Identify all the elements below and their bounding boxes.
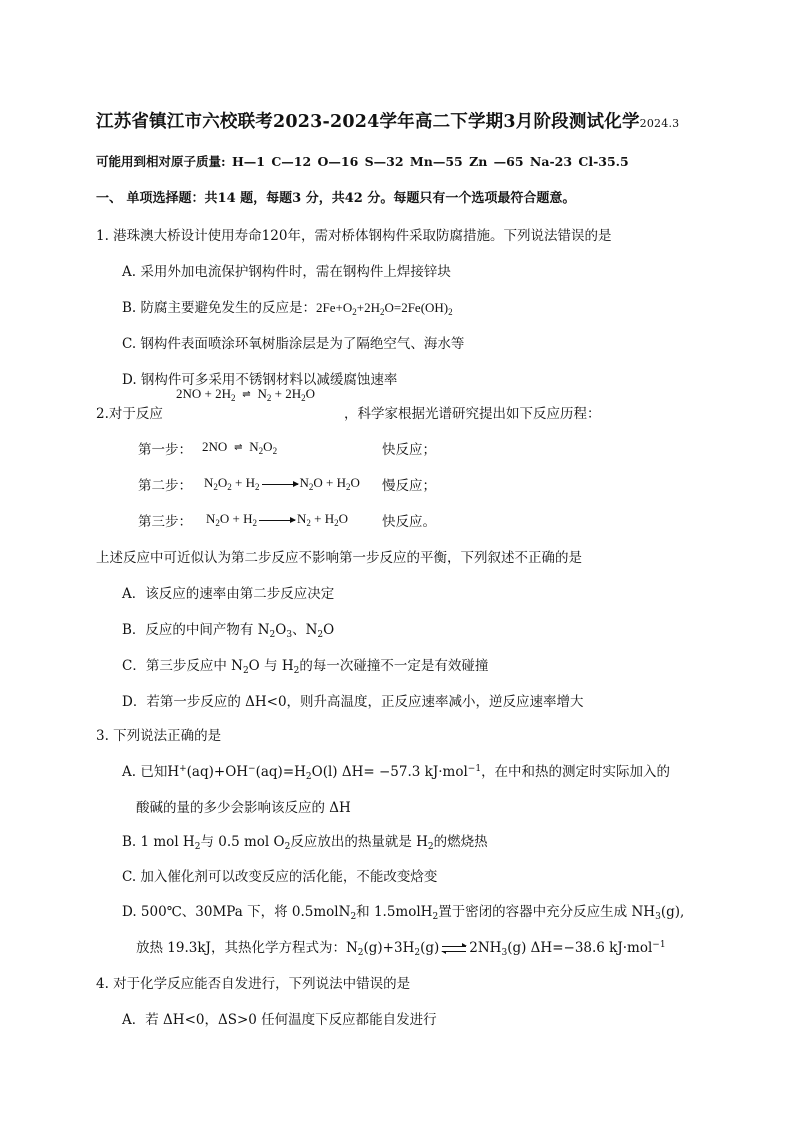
q3-option-c: C. 加入催化剂可以改变反应的活化能，不能改变焓变 bbox=[122, 869, 438, 885]
q3-option-b: B. 1 mol $H_2$与 0.5 mol $O_2$反应放出的热量就是 $H_2$的燃烧热 bbox=[122, 834, 488, 852]
q4-stem: 4. 对于化学反应能否自发进行，下列说法中错误的是 bbox=[96, 976, 411, 992]
q2-step2-speed: 慢反应； bbox=[382, 478, 436, 494]
q2-step1-eq: 2NO ⇌ $N_2O_2$ bbox=[202, 439, 278, 456]
equilibrium-arrow-icon bbox=[442, 945, 466, 953]
q2-step1-label: 第一步： bbox=[138, 442, 192, 458]
q3-option-d: D. 500℃、30MPa 下，将 0.5molN$_2$和 1.5molH$_2$置于密闭的容器中充分反应生成 $NH_3(g)$, bbox=[122, 904, 685, 922]
q1-option-c: C. 钢构件表面喷涂环氧树脂涂层是为了隔绝空气、海水等 bbox=[122, 336, 465, 352]
equilibrium-arrow-icon: ⇌ bbox=[242, 389, 251, 401]
equilibrium-arrow-icon: ⇌ bbox=[234, 442, 243, 454]
q2-step1-speed: 快反应； bbox=[382, 442, 436, 458]
q3-option-a: A. 已知$H^+(aq)+OH^-(aq)=H_2O(l)$ ΔH= −57.3 kJ·mol$^{-1}$，在中和热的测定时实际加入的 bbox=[122, 764, 671, 782]
q2-step3-speed: 快反应。 bbox=[382, 514, 436, 530]
q1-option-b: B. 防腐主要避免发生的反应是：$2Fe+O_2+2H_2O=2Fe(OH)_2$ bbox=[122, 300, 453, 317]
q2-step2-eq: $N_2O_2 + H_2$ $N_2O + H_2O$ bbox=[204, 475, 360, 492]
q2-reaction: $2NO + 2H_2$ ⇌ $N_2 + 2H_2O$ bbox=[176, 386, 316, 403]
q3-option-d-line2: 放热 19.3kJ，其热化学方程式为：$N_2(g)+3H_2(g)$ $2NH_3(g)$ ΔH=−38.6 kJ·mol$^{-1}$ bbox=[136, 940, 666, 958]
q4-option-a: A．若 ΔH<0，ΔS>0 任何温度下反应都能自发进行 bbox=[122, 1012, 437, 1028]
q2-option-b: B．反应的中间产物有 $N_2O_3$、$N_2O$ bbox=[122, 622, 335, 640]
atomic-mass-line: 可能用到相对原子质量: H—1 C—12 O—16 S—32 Mn—55 Zn —65 Na-23 Cl-35.5 bbox=[96, 154, 629, 169]
reaction-arrow-icon bbox=[262, 484, 298, 485]
q3-option-a-line2: 酸碱的量的多少会影响该反应的 ΔH bbox=[136, 800, 351, 816]
q2-step3-eq: $N_2O + H_2$ $N_2 + H_2O$ bbox=[206, 511, 349, 528]
q2-step3-label: 第三步： bbox=[138, 514, 192, 530]
q2-stem2: 上述反应中可近似认为第二步反应不影响第一步反应的平衡，下列叙述不正确的是 bbox=[96, 550, 582, 566]
q2-option-c: C．第三步反应中 $N_2O$ 与 $H_2$的每一次碰撞不一定是有效碰撞 bbox=[122, 658, 489, 676]
q1-option-a: A. 采用外加电流保护钢构件时，需在钢构件上焊接锌块 bbox=[122, 264, 451, 280]
q2-option-a: A．该反应的速率由第二步反应决定 bbox=[122, 586, 335, 602]
q2-step2-label: 第二步： bbox=[138, 478, 192, 494]
q2-option-d: D．若第一步反应的 ΔH<0，则升高温度，正反应速率减小，逆反应速率增大 bbox=[122, 694, 584, 710]
q2-suffix: ，科学家根据光谱研究提出如下反应历程： bbox=[344, 406, 601, 422]
q1-option-d: D. 钢构件可多采用不锈钢材料以减缓腐蚀速率 bbox=[122, 372, 398, 388]
reaction-arrow-icon bbox=[259, 520, 295, 521]
title-date: 2024.3 bbox=[639, 117, 680, 130]
section-heading: 一、 单项选择题：共14 题，每题3 分，共42 分。每题只有一个选项最符合题意。 bbox=[96, 191, 576, 206]
q2-prefix: 2.对于反应 bbox=[96, 406, 163, 422]
q3-stem: 3. 下列说法正确的是 bbox=[96, 728, 222, 744]
q1-stem: 1. 港珠澳大桥设计使用寿命120年，需对桥体钢构件采取防腐措施。下列说法错误的是 bbox=[96, 228, 612, 244]
document-title bbox=[96, 108, 679, 133]
title-text: 江苏省镇江市六校联考2023-2024学年高二下学期3月阶段测试化学 bbox=[96, 112, 640, 132]
